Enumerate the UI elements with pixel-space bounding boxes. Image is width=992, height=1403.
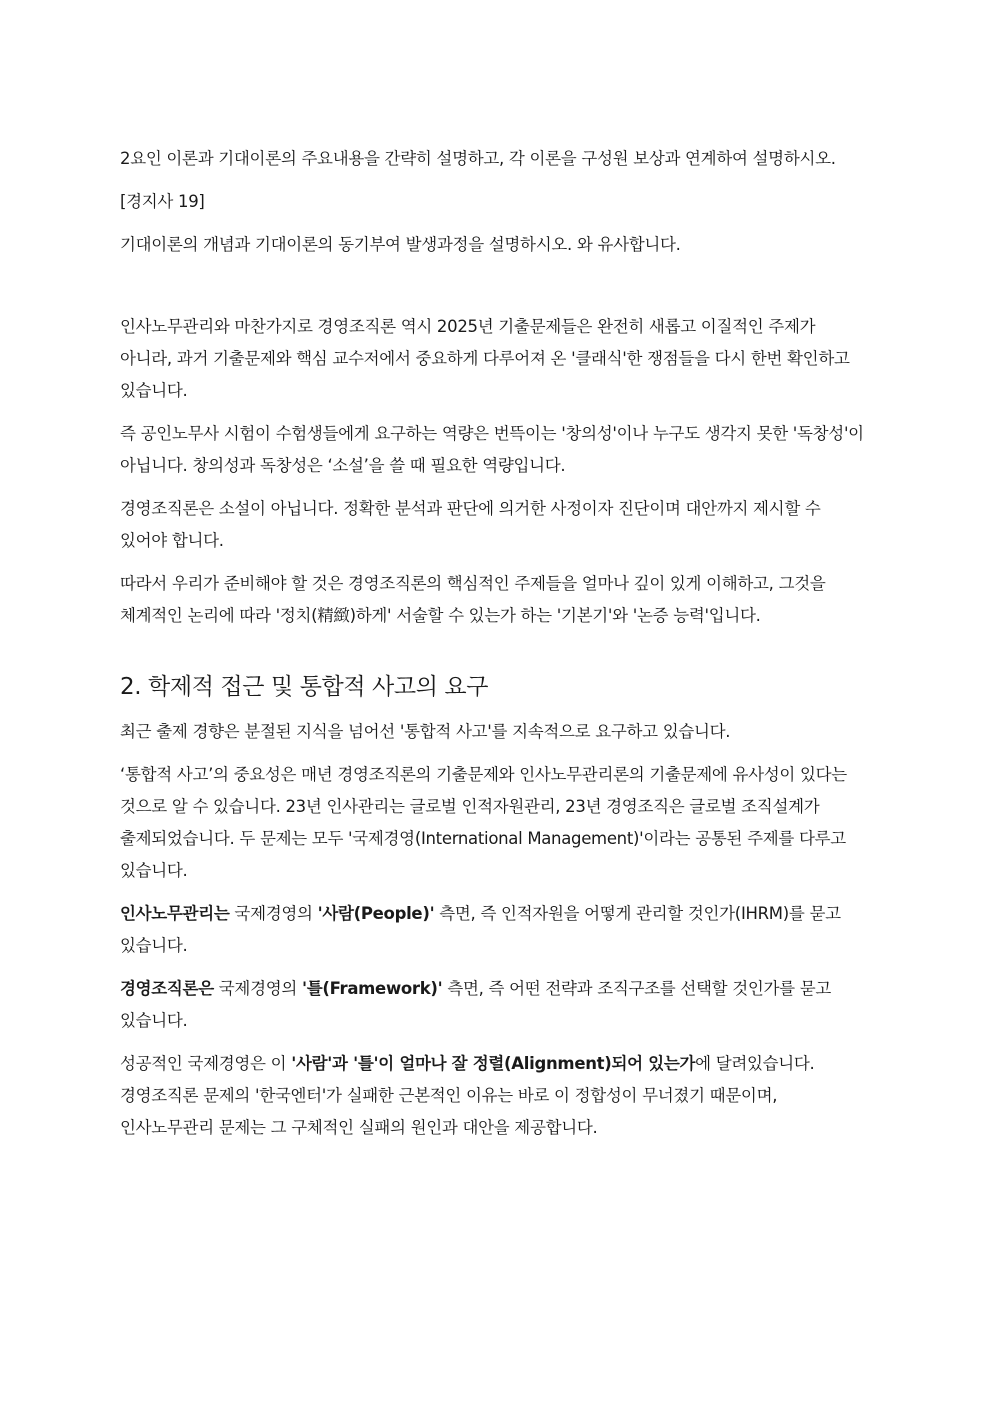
p5-text-1: 성공적인 국제경영은 이 [120, 1054, 292, 1073]
section2-paragraph-1: 최근 출제 경향은 분절된 지식을 넘어선 '통합적 사고'를 지속적으로 요구하고 있습니다. [120, 722, 731, 741]
section2-heading: 2. 학제적 접근 및 통합적 사고의 요구 [120, 674, 489, 700]
section2-paragraph-2: ‘통합적 사고’의 중요성은 매년 경영조직론의 기출문제와 인사노무관리론의 기출문제에 유사성이 있다는 것으로 알 수 있습니다. 23년 인사관리는 글로벌 인적자원관리, 23년 경영조직은 글로벌 조직설계가 출제되었습니다. 두 문제는 모두 '국제경영(International Management)'이라는 공통된 주제를 다루고 있습니다. [120, 765, 847, 880]
org-theory-bold: 경영조직론은 [120, 979, 214, 998]
p3-text-1: 국제경영의 [229, 904, 318, 923]
section1-paragraph-1: 인사노무관리와 마찬가지로 경영조직론 역시 2025년 기출문제들은 완전히 새롭고 이질적인 주제가 아니라, 과거 기출문제와 핵심 교수저에서 중요하게 다루어져 온 '클래식'한 쟁점들을 다시 한번 확인하고 있습니다. [120, 317, 850, 400]
section2-paragraph-3 [120, 898, 872, 962]
section1-paragraph-4: 따라서 우리가 준비해야 할 것은 경영조직론의 핵심적인 주제들을 얼마나 깊이 있게 이해하고, 그것을 체계적인 논리에 따라 '정치(精緻)하게' 서술할 수 있는가 하는 '기본기'와 '논증 능력'입니다. [120, 574, 826, 625]
section1-paragraph-2: 즉 공인노무사 시험이 수험생들에게 요구하는 역량은 번뜩이는 '창의성'이나 누구도 생각지 못한 '독창성'이 아닙니다. 창의성과 독창성은 ‘소설’을 쓸 때 필요한 역량입니다. [120, 424, 864, 475]
section2-paragraph-4 [120, 973, 872, 1037]
document-page [120, 143, 872, 1155]
question-similar: 기대이론의 개념과 기대이론의 동기부여 발생과정을 설명하시오. 와 유사합니다. [120, 235, 681, 254]
question-source: [경지사 19] [120, 192, 205, 211]
framework-bold: '틀(Framework)' [301, 979, 443, 998]
p5-text-2: 에 달려있습니다. 경영조직론 문제의 '한국엔터'가 실패한 근본적인 이유는 바로 이 정합성이 무너졌기 때문이며, 인사노무관리 문제는 그 구체적인 실패의 원인과 대안을 제공합니다. [120, 1054, 815, 1137]
p4-text-2: 측면, 즉 어떤 전략과 조직구조를 선택할 것인가를 묻고 있습니다. [120, 979, 831, 1030]
p4-text-1: 국제경영의 [213, 979, 302, 998]
people-bold: '사람(People)' [317, 904, 435, 923]
question-intro: 2요인 이론과 기대이론의 주요내용을 간략히 설명하고, 각 이론을 구성원 보상과 연계하여 설명하시오. [120, 149, 836, 168]
section1-paragraph-3: 경영조직론은 소설이 아닙니다. 정확한 분석과 판단에 의거한 사정이자 진단이며 대안까지 제시할 수 있어야 합니다. [120, 499, 821, 550]
hr-management-bold: 인사노무관리는 [120, 904, 230, 923]
section2-paragraph-5 [120, 1048, 872, 1144]
alignment-bold: '사람'과 '틀'이 얼마나 잘 정렬(Alignment)되어 있는가 [291, 1054, 696, 1073]
p3-text-2: 측면, 즉 인적자원을 어떻게 관리할 것인가(IHRM)를 묻고 있습니다. [120, 904, 841, 955]
